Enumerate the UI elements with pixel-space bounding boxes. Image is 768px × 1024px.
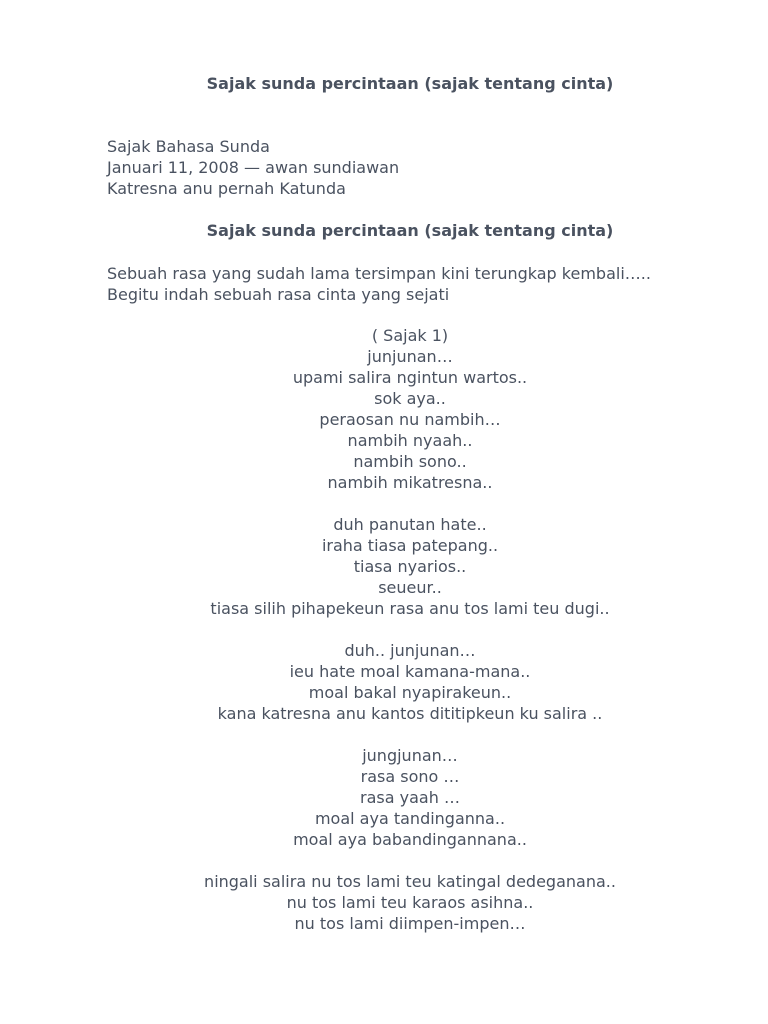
poem-line: duh panutan hate.. <box>333 515 487 534</box>
poem-line <box>0 493 768 514</box>
meta-date-author: Januari 11, 2008 — awan sundiawan <box>107 158 400 177</box>
poem-line: tiasa nyarios.. <box>353 557 467 576</box>
poem-line: moal aya babandingannana.. <box>293 830 527 849</box>
poem-line: tiasa silih pihapekeun rasa anu tos lami teu dugi.. <box>210 599 610 618</box>
poem-line: upami salira ngintun wartos.. <box>292 368 528 387</box>
poem-line: ieu hate moal kamana-mana.. <box>289 662 531 681</box>
poem-line: seueur.. <box>378 578 442 597</box>
meta-heading: Katresna anu pernah Katunda <box>107 179 346 198</box>
poem-line: nu tos lami teu karaos asihna.. <box>286 893 534 912</box>
poem-line: sok aya.. <box>374 389 446 408</box>
poem-line: rasa yaah … <box>360 788 460 807</box>
poem-line: nambih nyaah.. <box>347 431 473 450</box>
poem-line: nambih sono.. <box>353 452 467 471</box>
intro-line: Begitu indah sebuah rasa cinta yang sejati <box>107 285 450 304</box>
poem-line: ningali salira nu tos lami teu katingal dedeganana.. <box>204 872 616 891</box>
poem-line: iraha tiasa patepang.. <box>321 536 499 555</box>
intro-block <box>107 263 651 305</box>
meta-category: Sajak Bahasa Sunda <box>107 137 270 156</box>
intro-line: Sebuah rasa yang sudah lama tersimpan kini terungkap kembali….. <box>107 264 651 283</box>
document-subtitle: Sajak sunda percintaan (sajak tentang cinta) <box>206 221 614 240</box>
poem-block <box>0 325 768 934</box>
poem-line: jungjunan… <box>362 746 458 765</box>
meta-block <box>107 136 399 199</box>
poem-line: nu tos lami diimpen-impen… <box>294 914 526 933</box>
poem-line: nambih mikatresna.. <box>327 473 493 492</box>
poem-line: ( Sajak 1) <box>371 326 449 345</box>
poem-line: junjunan… <box>367 347 453 366</box>
poem-line: kana katresna anu kantos dititipkeun ku salira .. <box>217 704 603 723</box>
poem-line <box>0 619 768 640</box>
poem-line: rasa sono … <box>360 767 460 786</box>
poem-line <box>0 850 768 871</box>
poem-line: moal aya tandinganna.. <box>314 809 506 828</box>
document-title: Sajak sunda percintaan (sajak tentang cinta) <box>206 74 614 93</box>
poem-line: peraosan nu nambih… <box>319 410 501 429</box>
poem-line: duh.. junjunan… <box>344 641 476 660</box>
poem-line <box>0 724 768 745</box>
poem-line: moal bakal nyapirakeun.. <box>308 683 512 702</box>
